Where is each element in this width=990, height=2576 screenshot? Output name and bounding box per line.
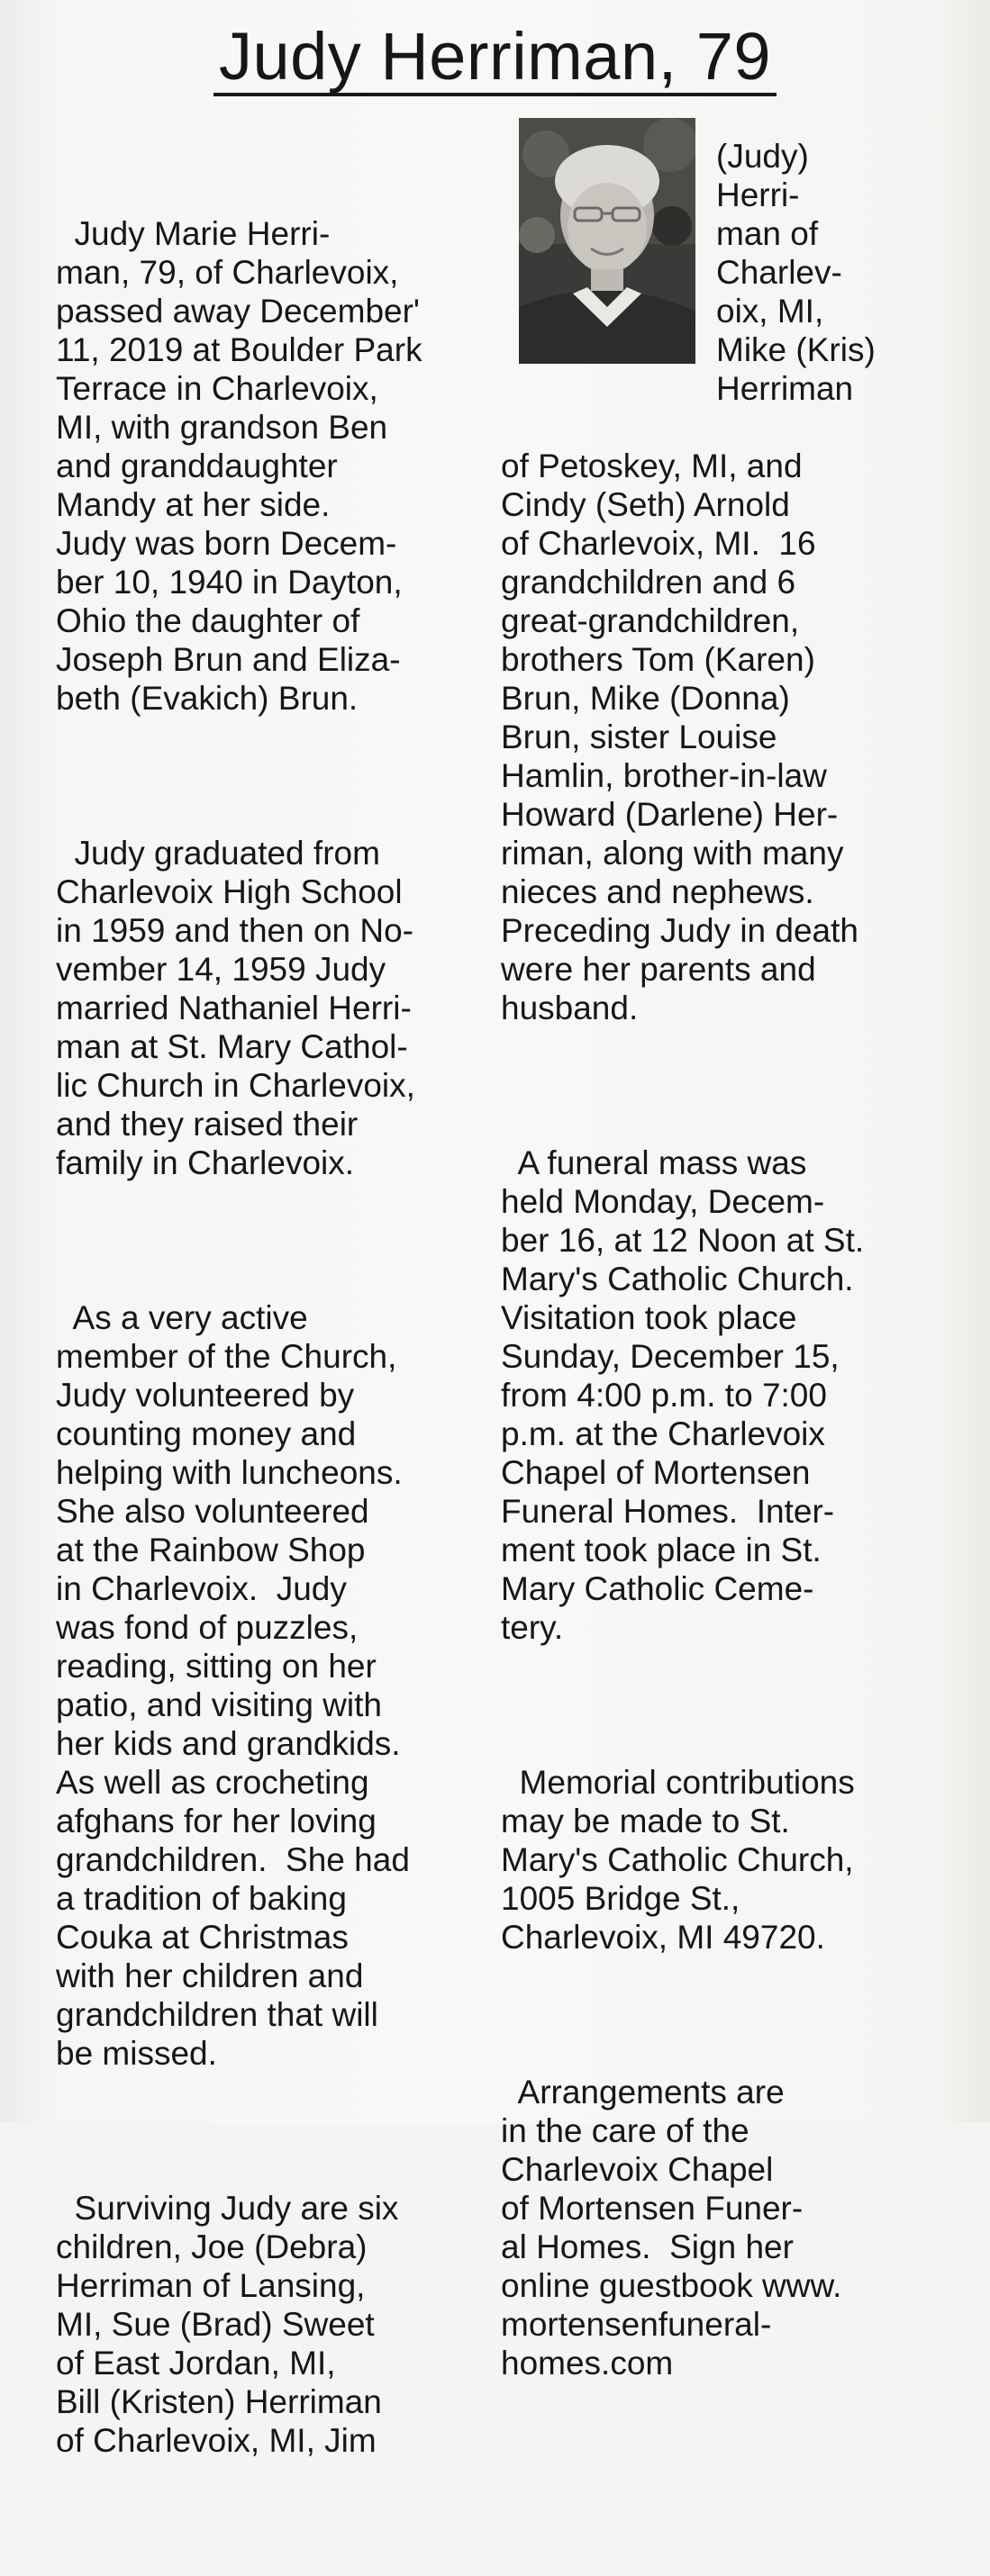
paragraph-survivors-start: Surviving Judy are six children, Joe (Debra) Herriman of Lansing, MI, Sue (Brad) Sweet of East Jordan, MI, Bill (Kristen) Herriman of Charlevoix, MI, Jim <box>56 2190 399 2459</box>
portrait-photo <box>519 118 695 364</box>
obituary-title: Judy Herriman, 79 <box>0 16 990 97</box>
right-column-beside-photo: (Judy) Herri- man of Charlev- oix, MI, Mike (Kris) Herriman <box>716 138 876 407</box>
paragraph-memorial-contributions: Memorial contributions may be made to St. Mary's Catholic Church, 1005 Bridge St., Charlevoix, MI 49720. <box>501 1764 855 1956</box>
paragraph-church-activities: As a very active member of the Church, Judy volunteered by counting money and helping with luncheons. She also volunteered at the Rainbow Shop in Charlevoix. Judy was fond of puzzles, reading, sitting on her patio, and visiting with her kids and grandkids. As well as crocheting afghans for her loving grandchildren. She had a tradition of baking Couka at Christmas with her children and grandchildren that will be missed. <box>56 1299 410 2072</box>
paragraph-survivors-continued: of Petoskey, MI, and Cindy (Seth) Arnold of Charlevoix, MI. 16 grandchildren and 6 great-grandchildren, brothers Tom (Karen) Brun, Mike (Donna) Brun, sister Louise Hamlin, brother-in-law Howard (Darlene) Her- riman, along with many nieces and nephews. Preceding Judy in death were her parents and husband. <box>501 447 858 1026</box>
paragraph-arrangements: Arrangements are in the care of the Charlevoix Chapel of Mortensen Funer- al Homes. Sign her online guestbook www. mortensenfuneral- homes.com <box>501 2074 842 2382</box>
paragraph-birth: Judy Marie Herri- man, 79, of Charlevoix, passed away December' 11, 2019 at Boulder Park Terrace in Charlevoix, MI, with grandson Ben and granddaughter Mandy at her side. Judy was born Decem- ber 10, 1940 in Dayton, Ohio the daughter of Joseph Brun and Eliza- beth (Evakich) Brun. <box>56 215 422 717</box>
left-column <box>56 137 479 2576</box>
paragraph-funeral-mass: A funeral mass was held Monday, Decem- ber 16, at 12 Noon at St. Mary's Catholic Church. Visitation took place Sunday, December 15, from 4:00 p.m. to 7:00 p.m. at the Charlevoix Chapel of Mortensen Funeral Homes. Inter- ment took place in St. Mary Catholic Ceme- tery. <box>501 1144 865 1646</box>
right-column <box>501 369 942 2499</box>
portrait-image <box>519 118 695 364</box>
paragraph-marriage: Judy graduated from Charlevoix High School in 1959 and then on No- vember 14, 1959 Judy married Nathaniel Herri- man at St. Mary Cathol- lic Church in Charlevoix, and they raised their family in Charlevoix. <box>56 835 415 1181</box>
